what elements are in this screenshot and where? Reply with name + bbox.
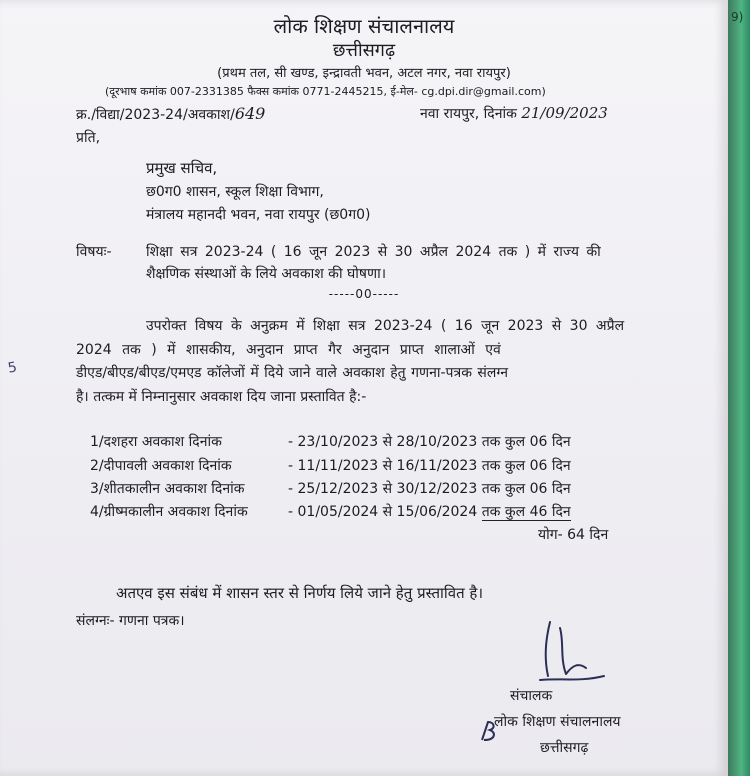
body-line-2: 2024 तक ) में शासकीय, अनुदान प्राप्त गैर अनुदान प्राप्त शालाओं एवं (76, 342, 501, 358)
signature-scribble (520, 618, 610, 688)
recipient-line-3: मंत्रालय महानदी भवन, नवा रायपुर (छ0ग0) (146, 207, 371, 223)
separator: -----00----- (328, 287, 400, 301)
holiday-row (90, 479, 571, 498)
reference-number-handwritten: 649 (234, 104, 266, 123)
holiday-row (90, 432, 571, 451)
place-date-prefix: नवा रायपुर, दिनांक (420, 106, 517, 122)
holiday-period: - 25/12/2023 से 30/12/2023 तक कुल 06 दिन (288, 481, 571, 497)
holiday-label: 3/शीतकालीन अवकाश दिनांक (90, 481, 245, 497)
total-days: योग- 64 दिन (538, 527, 609, 543)
margin-note: 5 (6, 359, 19, 377)
reference-number (76, 104, 265, 124)
holiday-label: 2/दीपावली अवकाश दिनांक (90, 458, 232, 474)
signature-state: छत्तीसगढ़ (540, 740, 589, 756)
conclusion: अतएव इस संबंध में शासन स्तर से निर्णय लिये जाने हेतु प्रस्तावित है। (116, 584, 484, 602)
signature-office: लोक शिक्षण संचालनालय (494, 714, 621, 730)
edge-note: 9) (731, 10, 744, 24)
page-edge-background (728, 0, 750, 776)
holiday-row (90, 456, 571, 475)
holiday-row (90, 502, 571, 521)
body-line-4: है। तत्कम में निम्नानुसार अवकाश दिय जाना प्रस्तावित है:- (76, 389, 367, 405)
enclosure: संलग्नः- गणना पत्रक। (76, 613, 185, 629)
letterhead-address: (प्रथम तल, सी खण्ड, इन्द्रावती भवन, अटल नगर, नवा रायपुर) (217, 66, 511, 81)
signature-title: संचालक (510, 688, 553, 704)
date-handwritten: 21/09/2023 (521, 104, 608, 122)
reference-number-prefix: क्र./विद्या/2023-24/अवकाश/ (76, 107, 235, 123)
letterhead-contact: (दूरभाष कमांक 007-2331385 फैक्स कमांक 0771-2445215, ई-मेल- cg.dpi.dir@gmail.com) (105, 85, 546, 98)
holiday-label: 4/ग्रीष्मकालीन अवकाश दिनांक (90, 504, 248, 520)
initial-mark (478, 718, 502, 744)
subject-label: विषयः- (76, 244, 112, 260)
subject-line-1: शिक्षा सत्र 2023-24 ( 16 जून 2023 से 30 अप्रैल 2024 तक ) में राज्य की (146, 244, 601, 260)
letterhead-state: छत्तीसगढ़ (332, 40, 396, 61)
body-line-3: डीएड/बीएड/बीएड/एमएड कॉलेजों में दिये जाने वाले अवकाश हेतु गणना-पत्रक संलग्न (76, 365, 509, 381)
recipient-line-1: प्रमुख सचिव, (146, 159, 218, 177)
body-line-1: उपरोक्त विषय के अनुक्रम में शिक्षा सत्र 2023-24 ( 16 जून 2023 से 30 अप्रैल (146, 318, 625, 334)
subject-line-2: शैक्षणिक संस्थाओं के लिये अवकाश की घोषणा। (146, 266, 387, 282)
reference-date (420, 104, 608, 123)
holiday-label: 1/दशहरा अवकाश दिनांक (90, 434, 222, 450)
letterhead-office: लोक शिक्षण संचालनालय (273, 14, 455, 38)
salutation: प्रति, (76, 130, 101, 146)
holiday-period-underlined: तक कुल 46 दिन (481, 504, 571, 520)
holiday-period: - 11/11/2023 से 16/11/2023 तक कुल 06 दिन (288, 458, 571, 474)
recipient-line-2: छ0ग0 शासन, स्कूल शिक्षा विभाग, (146, 184, 324, 200)
holiday-period: - 01/05/2024 से 15/06/2024 (288, 504, 482, 520)
holiday-period: - 23/10/2023 से 28/10/2023 तक कुल 06 दिन (288, 434, 571, 450)
